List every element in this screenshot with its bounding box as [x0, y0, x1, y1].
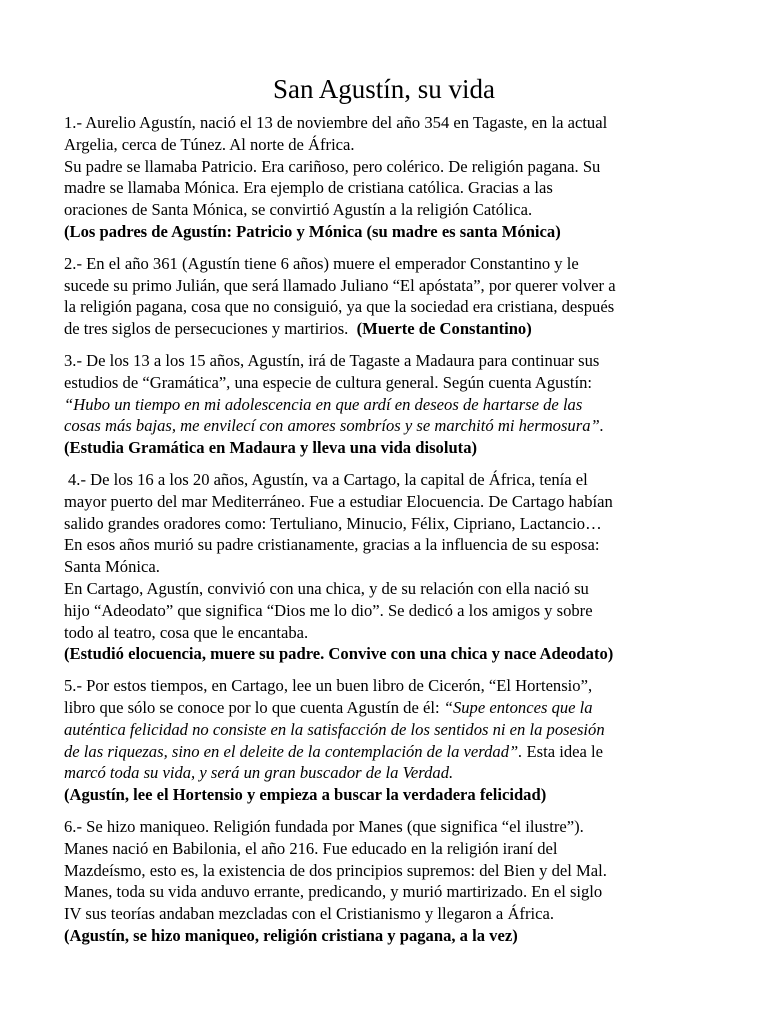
- paragraph-1: [64, 112, 704, 243]
- text-line: todo al teatro, cosa que le encantaba.: [64, 622, 309, 642]
- paragraph-2: [64, 253, 704, 340]
- text-line: IV sus teorías andaban mezcladas con el Cristianismo y llegaron a África.: [64, 904, 554, 924]
- text-line: Manes, toda su vida anduvo errante, predicando, y murió martirizado. En el siglo: [64, 882, 603, 902]
- paragraph-5: [64, 675, 704, 806]
- quote-line: marcó toda su vida, y será un gran buscador de la Verdad.: [64, 763, 454, 783]
- quote-segment: “Supe entonces que la: [443, 697, 593, 717]
- text-line: 3.- De los 13 a los 15 años, Agustín, irá de Tagaste a Madaura para continuar sus: [64, 350, 600, 370]
- text-line: Argelia, cerca de Túnez. Al norte de África.: [64, 134, 355, 154]
- text-line: hijo “Adeodato” que significa “Dios me lo dio”. Se dedicó a los amigos y sobre: [64, 600, 593, 620]
- text-segment: de tres siglos de persecuciones y martirios.: [64, 319, 357, 339]
- text-segment: libro que sólo se conoce por lo que cuenta Agustín de él:: [64, 697, 444, 717]
- paragraph-summary: (Los padres de Agustín: Patricio y Mónica (su madre es santa Mónica): [64, 221, 561, 241]
- text-segment: Esta idea le: [522, 741, 604, 761]
- paragraph-4: [64, 469, 704, 665]
- text-line: la religión pagana, cosa que no consiguió, ya que la sociedad era cristiana, después: [64, 297, 615, 317]
- quote-line: “Hubo un tiempo en mi adolescencia en que ardí en deseos de hartarse de las: [64, 394, 583, 414]
- text-line: 4.- De los 16 a los 20 años, Agustín, va a Cartago, la capital de África, tenía el: [68, 469, 588, 489]
- text-line: oraciones de Santa Mónica, se convirtió Agustín a la religión Católica.: [64, 200, 533, 220]
- paragraph-6: [64, 816, 704, 947]
- text-line: [64, 741, 704, 763]
- text-line: [64, 318, 704, 340]
- page-title: San Agustín, su vida: [272, 74, 495, 104]
- text-line: [64, 697, 704, 719]
- text-line: En Cartago, Agustín, convivió con una chica, y de su relación con ella nació su: [64, 578, 589, 598]
- text-line: estudios de “Gramática”, una especie de cultura general. Según cuenta Agustín:: [64, 372, 593, 392]
- paragraph-summary: (Agustín, se hizo maniqueo, religión cristiana y pagana, a la vez): [64, 925, 518, 945]
- text-line: 6.- Se hizo maniqueo. Religión fundada por Manes (que significa “el ilustre”).: [64, 816, 584, 836]
- text-line: En esos años murió su padre cristianamente, gracias a la influencia de su esposa:: [64, 535, 600, 555]
- text-line: mayor puerto del mar Mediterráneo. Fue a estudiar Elocuencia. De Cartago habían: [64, 491, 613, 511]
- text-line: salido grandes oradores como: Tertuliano, Minucio, Félix, Cipriano, Lactancio…: [64, 513, 602, 533]
- quote-line: cosas más bajas, me envilecí con amores sombríos y se marchitó mi hermosura”.: [64, 416, 604, 436]
- paragraph-summary: (Agustín, lee el Hortensio y empieza a buscar la verdadera felicidad): [64, 785, 547, 805]
- text-line: Mazdeísmo, esto es, la existencia de dos principios supremos: del Bien y del Mal.: [64, 860, 607, 880]
- text-line: Su padre se llamaba Patricio. Era cariñoso, pero colérico. De religión pagana. Su: [64, 156, 601, 176]
- text-line: 2.- En el año 361 (Agustín tiene 6 años) muere el emperador Constantino y le: [64, 253, 579, 273]
- text-line: sucede su primo Julián, que será llamado Juliano “El apóstata”, por querer volver a: [64, 275, 616, 295]
- text-line: 5.- Por estos tiempos, en Cartago, lee un buen libro de Cicerón, “El Hortensio”,: [64, 676, 593, 696]
- document-body: [64, 112, 704, 957]
- text-line: Santa Mónica.: [64, 557, 160, 577]
- text-line: 1.- Aurelio Agustín, nació el 13 de noviembre del año 354 en Tagaste, en la actual: [64, 113, 608, 132]
- paragraph-summary: (Muerte de Constantino): [356, 319, 532, 339]
- paragraph-summary: (Estudia Gramática en Madaura y lleva una vida disoluta): [64, 438, 478, 458]
- quote-segment: de las riquezas, sino en el deleite de la contemplación de la verdad”.: [64, 741, 523, 761]
- text-line: madre se llamaba Mónica. Era ejemplo de cristiana católica. Gracias a las: [64, 178, 553, 198]
- paragraph-summary: (Estudió elocuencia, muere su padre. Convive con una chica y nace Adeodato): [64, 644, 614, 664]
- quote-line: auténtica felicidad no consiste en la satisfacción de los sentidos ni en la posesión: [64, 719, 605, 739]
- paragraph-3: [64, 350, 704, 459]
- text-line: Manes nació en Babilonia, el año 216. Fue educado en la religión iraní del: [64, 838, 558, 858]
